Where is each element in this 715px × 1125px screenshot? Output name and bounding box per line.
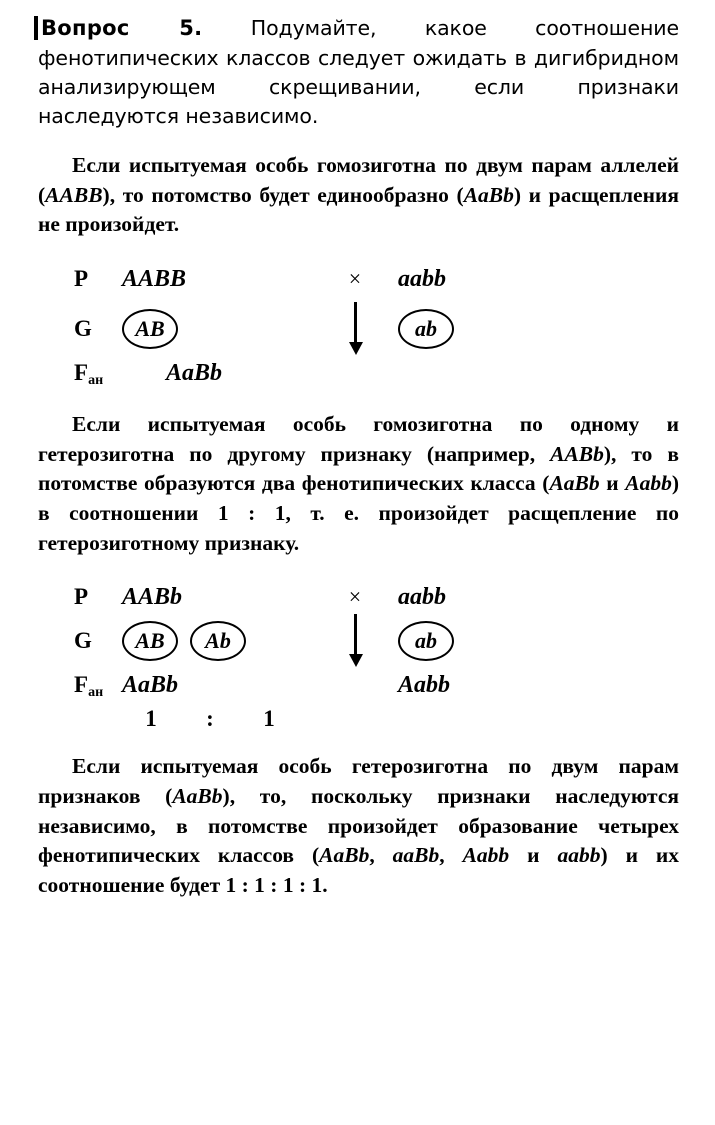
arrow-down-icon — [348, 302, 362, 356]
scheme-2-f-label — [38, 672, 122, 701]
scheme-1-row-parents — [38, 262, 679, 296]
scheme-1-gamete-right-cell — [398, 309, 679, 349]
scheme-1-parent-left-cell — [122, 266, 312, 293]
paragraph-3 — [38, 752, 679, 900]
scheme-2-ratio-right: 1 — [263, 706, 275, 732]
paragraph-3-part-c: ) и их соотношение будет 1 : 1 : 1 : 1. — [38, 843, 680, 898]
paragraph-2-part-b: ), то в потомстве образуются два фенотипических класса ( — [38, 441, 679, 496]
scheme-2-gamete-right-cell — [398, 621, 679, 661]
genotype-aabb-4: AaBb — [549, 471, 600, 496]
paragraph-1-part-b: ), то потомство будет единообразно ( — [102, 182, 464, 207]
scheme-2-row-parents — [38, 580, 679, 614]
scheme-2-parent-right: aabb — [398, 583, 446, 610]
scheme-2-cross-sign-cell — [312, 584, 398, 610]
scheme-1-f-letter: F — [74, 360, 89, 386]
scheme-2-offspring-right: Aabb — [398, 671, 451, 698]
scheme-2-ratio-left: 1 — [145, 706, 157, 732]
scheme-2-gamete-left-2: Ab — [190, 621, 246, 661]
scheme-2-parent-right-cell — [398, 584, 679, 611]
scheme-2-p-label: P — [74, 584, 89, 610]
scheme-2-offspring-left-cell — [122, 672, 312, 699]
arrow-down-icon — [348, 614, 362, 668]
paragraph-3-and: и — [509, 843, 558, 868]
paragraph-2-part-a: Если испытуемая особь гомозиготна по одному и гетерозиготна по другому признаку (например, — [38, 412, 679, 466]
genotype-aabb-3: AABb — [550, 441, 604, 466]
scheme-2-f-subscript: ан — [88, 685, 104, 701]
scheme-2-parent-left-cell — [122, 584, 312, 611]
paragraph-1-part-a: Если испытуемая особь гомозиготна по двум парам аллелей ( — [38, 153, 679, 207]
genotype-aabb-5: Aabb — [625, 471, 672, 496]
scheme-1-parent-left: AABB — [122, 265, 187, 292]
question-label: Вопрос 5. — [34, 16, 202, 40]
genotype-aabb-2: AaBb — [463, 182, 514, 207]
scheme-1-arrow-cell — [312, 302, 398, 356]
cross-scheme-1 — [38, 262, 679, 390]
scheme-2-row-offspring — [38, 668, 679, 702]
paragraph-3-sep-2: , — [439, 843, 463, 868]
paragraph-3-part-b: ), то, поскольку признаки наследуются независимо, в потомстве произойдет образование четырех фенотипических классов ( — [38, 784, 679, 868]
scheme-2-f-letter: F — [74, 672, 89, 698]
genotype-aabb-1: AABB — [45, 182, 103, 207]
scheme-2-gametes-left-cell — [122, 621, 312, 661]
scheme-2-arrow-cell — [312, 614, 398, 668]
scheme-1-cross-sign-cell — [312, 266, 398, 292]
scheme-1-parent-right-cell — [398, 266, 679, 293]
paragraph-2 — [38, 410, 679, 558]
scheme-1-row-offspring — [38, 356, 679, 390]
paragraph-1-part-c: ) и расщепления не произойдет. — [38, 182, 679, 237]
cross-scheme-2 — [38, 580, 679, 732]
paragraph-2-part-c: ) в соотношении 1 : 1, т. е. произойдет расщепление по гетерозиготному признаку. — [38, 471, 680, 555]
scheme-2-offspring-left: AaBb — [122, 671, 179, 698]
genotype-aabb-7: AaBb — [319, 843, 370, 868]
question-paragraph — [38, 14, 679, 131]
scheme-1-p-label: P — [74, 266, 89, 292]
scheme-1-row-gametes — [38, 302, 679, 356]
paragraph-3-part-a: Если испытуемая особь гетерозиготна по двум парам признаков ( — [38, 754, 679, 809]
genotype-aabb-6: AaBb — [172, 784, 223, 809]
multiply-icon: × — [348, 266, 362, 292]
genotype-aabb-8: aaBb — [392, 843, 440, 868]
scheme-1-gamete-left-cell — [122, 309, 312, 349]
scheme-2-offspring-right-cell — [398, 672, 679, 699]
scheme-2-ratio-row — [38, 706, 679, 732]
genotype-aabb-10: aabb — [557, 843, 601, 868]
scheme-1-f-subscript: ан — [88, 373, 104, 389]
scheme-2-parent-left: AABb — [122, 583, 183, 610]
paragraph-1 — [38, 151, 679, 240]
scheme-1-offspring: AaBb — [166, 359, 223, 386]
paragraph-3-sep-1: , — [369, 843, 393, 868]
genotype-aabb-9: Aabb — [462, 843, 510, 868]
scheme-2-gamete-left-1: AB — [122, 621, 178, 661]
scheme-1-f-label — [38, 360, 122, 389]
scheme-1-gamete-right: ab — [398, 309, 454, 349]
multiply-icon: × — [348, 584, 362, 610]
scheme-1-g-label: G — [74, 316, 92, 342]
scheme-2-g-label: G — [74, 628, 92, 654]
scheme-2-ratio-colon: : — [206, 706, 214, 732]
scheme-2-gamete-right: ab — [398, 621, 454, 661]
scheme-2-row-gametes — [38, 614, 679, 668]
question-text: Подумайте, какое соотношение фенотипических классов следует ожидать в дигибридном анализирующем скрещивании, если признаки наследуются независимо. — [38, 16, 680, 129]
scheme-1-gamete-left: AB — [122, 309, 178, 349]
scheme-1-parent-right: aabb — [398, 265, 446, 292]
paragraph-2-and: и — [599, 471, 626, 496]
